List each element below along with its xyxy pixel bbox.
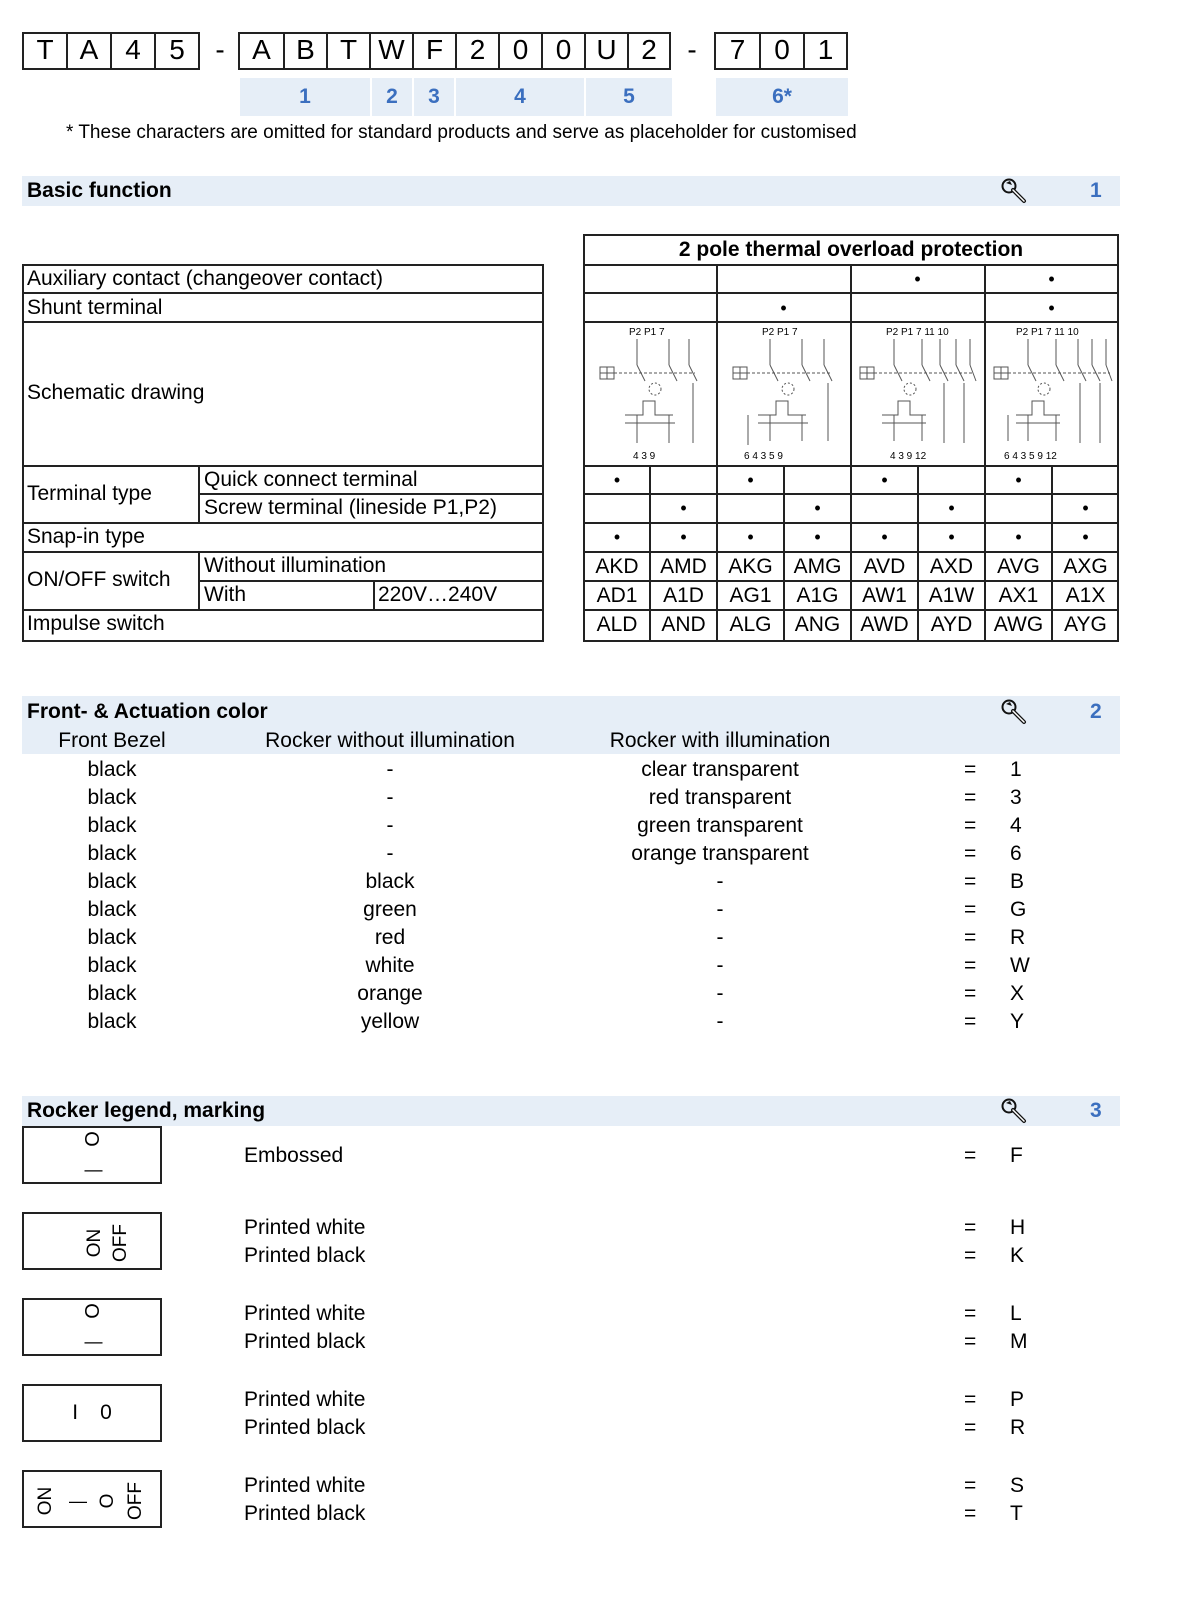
table-cell-rocker: yellow <box>360 1010 420 1033</box>
dot-marker: • <box>1048 269 1055 289</box>
equals-sign: = <box>964 870 977 893</box>
dot-marker: • <box>814 527 821 547</box>
schematic-label-top: P2 P1 7 11 10 <box>886 327 949 338</box>
rocker-symbol-text: O <box>81 1131 104 1147</box>
table-cell-illum: - <box>716 870 724 893</box>
legend-text: Printed black <box>244 1330 366 1353</box>
table-cell-bezel: black <box>87 898 137 921</box>
table-cell-bezel: black <box>87 786 137 809</box>
code-char: 4 <box>110 32 154 70</box>
code-cell: A1D <box>663 584 704 607</box>
code-cell: AMG <box>793 555 842 578</box>
dot-marker: • <box>914 269 921 289</box>
table-cell-code: B <box>1010 870 1025 893</box>
row-label-without-illumination: Without illumination <box>204 554 387 577</box>
table-cell-rocker: - <box>386 758 394 781</box>
code-cell: A1G <box>796 584 839 607</box>
table-cell-rocker: white <box>365 954 415 977</box>
schematic-drawing <box>852 323 984 465</box>
code-char: 7 <box>729 34 746 65</box>
dot-marker: • <box>1082 498 1089 518</box>
table-cell-bezel: black <box>87 1010 137 1033</box>
legend-code: K <box>1010 1244 1025 1267</box>
table-cell-illum: red transparent <box>648 786 792 809</box>
code-cell: AWG <box>993 613 1044 636</box>
code-cell: ALG <box>729 613 772 636</box>
table-cell-illum: - <box>716 954 724 977</box>
row-label-voltage: 220V…240V <box>378 583 498 606</box>
code-char: B <box>283 32 326 70</box>
table-cell-code: Y <box>1010 1010 1025 1033</box>
code-char: 2 <box>455 32 498 70</box>
code-cell: A1W <box>928 584 975 607</box>
dot-marker: • <box>881 527 888 547</box>
legend-code: T <box>1010 1502 1023 1525</box>
schematic-label-bottom: 6 4 3 5 9 12 <box>1004 451 1057 462</box>
equals-sign: = <box>964 842 977 865</box>
table-cell-code: X <box>1010 982 1025 1005</box>
equals-sign: = <box>964 954 977 977</box>
schematic-label-bottom: 4 3 9 <box>633 451 656 462</box>
wrench-icon <box>1000 177 1028 205</box>
table-cell-illum: - <box>716 926 724 949</box>
code-char: 0 <box>541 32 584 70</box>
table-cell-rocker: orange <box>357 982 423 1005</box>
rocker-symbol-box <box>22 1126 162 1184</box>
wrench-icon <box>1000 1097 1028 1125</box>
code-cell: AKD <box>595 555 639 578</box>
code-cell: AMD <box>660 555 707 578</box>
legend-text: Printed white <box>244 1302 366 1325</box>
code-char: 0 <box>498 32 541 70</box>
table-cell-code: 1 <box>1010 758 1022 781</box>
dot-marker: • <box>881 470 888 490</box>
table-cell-rocker: green <box>363 898 417 921</box>
equals-sign: = <box>964 926 977 949</box>
dot-marker: • <box>948 498 955 518</box>
schematic-drawing <box>585 323 716 465</box>
equals-sign: = <box>964 1244 977 1267</box>
equals-sign: = <box>964 1330 977 1353</box>
code-separator: - <box>215 34 225 65</box>
code-cell: AVD <box>863 555 906 578</box>
table-cell-rocker: black <box>365 870 415 893</box>
position-label: 3 <box>414 78 454 116</box>
legend-code: H <box>1010 1216 1026 1239</box>
dot-marker: • <box>747 527 754 547</box>
protection-header: 2 pole thermal overload protection <box>678 238 1024 261</box>
equals-sign: = <box>964 1474 977 1497</box>
dot-marker: • <box>613 470 621 490</box>
section-header-band <box>22 176 1120 206</box>
table-cell-rocker: - <box>386 814 394 837</box>
equals-sign: = <box>964 898 977 921</box>
rocker-symbol-text: O <box>97 1493 118 1509</box>
table-cell-bezel: black <box>87 954 137 977</box>
table-cell-illum: - <box>716 982 724 1005</box>
code-cell: AYG <box>1064 613 1107 636</box>
table-cell-code: G <box>1010 898 1027 921</box>
table-cell-code: 4 <box>1010 814 1022 837</box>
table-cell-illum: - <box>716 898 724 921</box>
row-label-shunt: Shunt terminal <box>27 296 163 319</box>
code-cell: AXG <box>1063 555 1108 578</box>
code-char: U <box>584 32 627 70</box>
code-cell: ALD <box>596 613 638 636</box>
schematic-label-bottom: 6 4 3 5 9 <box>744 451 783 462</box>
table-cell-illum: green transparent <box>637 814 803 837</box>
code-cell: AND <box>661 613 706 636</box>
position-label: 6* <box>716 78 848 116</box>
code-cell: AWD <box>860 613 909 636</box>
equals-sign: = <box>964 1388 977 1411</box>
schematic-drawing <box>718 323 850 465</box>
code-cell: AD1 <box>596 584 638 607</box>
legend-text: Printed white <box>244 1388 366 1411</box>
legend-text: Embossed <box>244 1144 344 1167</box>
table-cell-bezel: black <box>87 758 137 781</box>
code-cell: AW1 <box>862 584 907 607</box>
rocker-symbol-box <box>22 1212 162 1270</box>
row-label-onoff: ON/OFF switch <box>27 568 171 591</box>
code-cell: AG1 <box>729 584 772 607</box>
code-char: 0 <box>759 32 803 70</box>
rocker-symbol-box <box>22 1298 162 1356</box>
schematic-label-bottom: 4 3 9 12 <box>890 451 927 462</box>
equals-sign: = <box>964 814 977 837</box>
rocker-symbol-box <box>22 1384 162 1442</box>
position-label: 1 <box>240 78 370 116</box>
rocker-symbol-text: I <box>72 1401 79 1424</box>
code-char: 1 <box>803 32 846 70</box>
table-cell-bezel: black <box>87 870 137 893</box>
table-cell-rocker: red <box>374 926 406 949</box>
equals-sign: = <box>964 1416 977 1439</box>
row-label-with-illumination: With <box>204 583 246 606</box>
dot-marker: • <box>1048 298 1055 318</box>
rocker-symbol-text: ON <box>84 1228 105 1258</box>
column-header-rocker-without: Rocker without illumination <box>265 729 515 752</box>
rocker-symbol-box <box>22 1470 162 1528</box>
section-title-legend: Rocker legend, marking <box>27 1099 266 1122</box>
section-number: 3 <box>1090 1099 1102 1122</box>
equals-sign: = <box>964 1144 977 1167</box>
section-number: 2 <box>1090 700 1102 723</box>
table-cell-code: 6 <box>1010 842 1022 865</box>
equals-sign: = <box>964 982 977 1005</box>
dot-marker: • <box>613 527 621 547</box>
equals-sign: = <box>964 1010 977 1033</box>
row-label-snap-in: Snap-in type <box>27 525 145 548</box>
dot-marker: • <box>814 498 821 518</box>
row-label-screw-terminal: Screw terminal (lineside P1,P2) <box>204 496 497 519</box>
code-cell: ANG <box>794 613 841 636</box>
rocker-symbol-text: O <box>81 1303 104 1319</box>
dot-marker: • <box>680 498 687 518</box>
equals-sign: = <box>964 758 977 781</box>
code-cell: AXD <box>929 555 974 578</box>
code-char: T <box>36 34 54 65</box>
dot-marker: • <box>747 470 754 490</box>
row-label-quick-connect: Quick connect terminal <box>204 468 418 491</box>
equals-sign: = <box>964 1502 977 1525</box>
row-label-aux-contact: Auxiliary contact (changeover contact) <box>27 267 384 290</box>
table-cell-rocker: - <box>386 786 394 809</box>
code-char: W <box>369 32 412 70</box>
wrench-icon <box>1000 698 1028 726</box>
rocker-symbol-text: ON <box>35 1486 56 1516</box>
code-cell: AVG <box>997 555 1040 578</box>
table-cell-code: 3 <box>1010 786 1022 809</box>
equals-sign: = <box>964 1302 977 1325</box>
code-separator: - <box>687 34 697 65</box>
table-cell-illum: - <box>716 1010 724 1033</box>
position-label: 2 <box>372 78 412 116</box>
equals-sign: = <box>964 1216 977 1239</box>
dot-marker: • <box>1015 470 1022 490</box>
table-cell-code: R <box>1010 926 1026 949</box>
section-title-basic-function: Basic function <box>27 179 172 202</box>
legend-code: M <box>1010 1330 1028 1353</box>
position-label: 5 <box>586 78 672 116</box>
table-cell-illum: clear transparent <box>641 758 799 781</box>
rocker-symbol-text: — <box>84 1331 102 1352</box>
table-cell-bezel: black <box>87 982 137 1005</box>
dot-marker: • <box>680 527 687 547</box>
row-label-terminal-type: Terminal type <box>27 482 152 505</box>
dot-marker: • <box>1082 527 1089 547</box>
code-cell: AYD <box>930 613 973 636</box>
legend-text: Printed black <box>244 1416 366 1439</box>
table-cell-illum: orange transparent <box>631 842 809 865</box>
row-label-schematic: Schematic drawing <box>27 381 205 404</box>
legend-code: F <box>1010 1144 1023 1167</box>
section-number: 1 <box>1090 179 1102 202</box>
code-cell: A1X <box>1065 584 1106 607</box>
dot-marker: • <box>780 298 787 318</box>
rocker-symbol-text: 0 <box>100 1401 112 1424</box>
legend-code: S <box>1010 1474 1025 1497</box>
legend-code: L <box>1010 1302 1022 1325</box>
table-cell-bezel: black <box>87 814 137 837</box>
code-char: A <box>252 34 271 65</box>
schematic-drawing <box>986 323 1118 465</box>
schematic-label-top: P2 P1 7 11 10 <box>1016 327 1079 338</box>
rocker-symbol-text: — <box>69 1491 87 1511</box>
legend-text: Printed white <box>244 1474 366 1497</box>
code-char: T <box>326 32 369 70</box>
code-cell: AX1 <box>998 584 1039 607</box>
table-cell-bezel: black <box>87 842 137 865</box>
code-char: 5 <box>154 32 198 70</box>
table-cell-rocker: - <box>386 842 394 865</box>
table-cell-bezel: black <box>87 926 137 949</box>
legend-text: Printed black <box>244 1502 366 1525</box>
legend-text: Printed black <box>244 1244 366 1267</box>
dot-marker: • <box>1015 527 1022 547</box>
rocker-symbol-text: — <box>84 1159 102 1180</box>
code-char: A <box>66 32 110 70</box>
legend-text: Printed white <box>244 1216 366 1239</box>
footnote: * These characters are omitted for standard products and serve as placeholder for customised <box>66 122 857 143</box>
column-header-front-bezel: Front Bezel <box>58 729 166 752</box>
equals-sign: = <box>964 786 977 809</box>
column-header-rocker-with: Rocker with illumination <box>609 729 831 752</box>
schematic-label-top: P2 P1 7 <box>762 327 798 338</box>
row-label-impulse: Impulse switch <box>27 612 165 635</box>
code-cell: AKG <box>728 555 773 578</box>
table-cell-code: W <box>1010 954 1030 977</box>
code-char: 2 <box>627 32 669 70</box>
code-char: F <box>412 32 455 70</box>
legend-code: P <box>1010 1388 1025 1411</box>
dot-marker: • <box>948 527 955 547</box>
section-title-color: Front- & Actuation color <box>27 700 268 723</box>
position-label: 4 <box>456 78 584 116</box>
rocker-symbol-text: OFF <box>110 1224 131 1262</box>
schematic-label-top: P2 P1 7 <box>629 327 665 338</box>
legend-code: R <box>1010 1416 1026 1439</box>
rocker-symbol-text: OFF <box>125 1482 146 1520</box>
